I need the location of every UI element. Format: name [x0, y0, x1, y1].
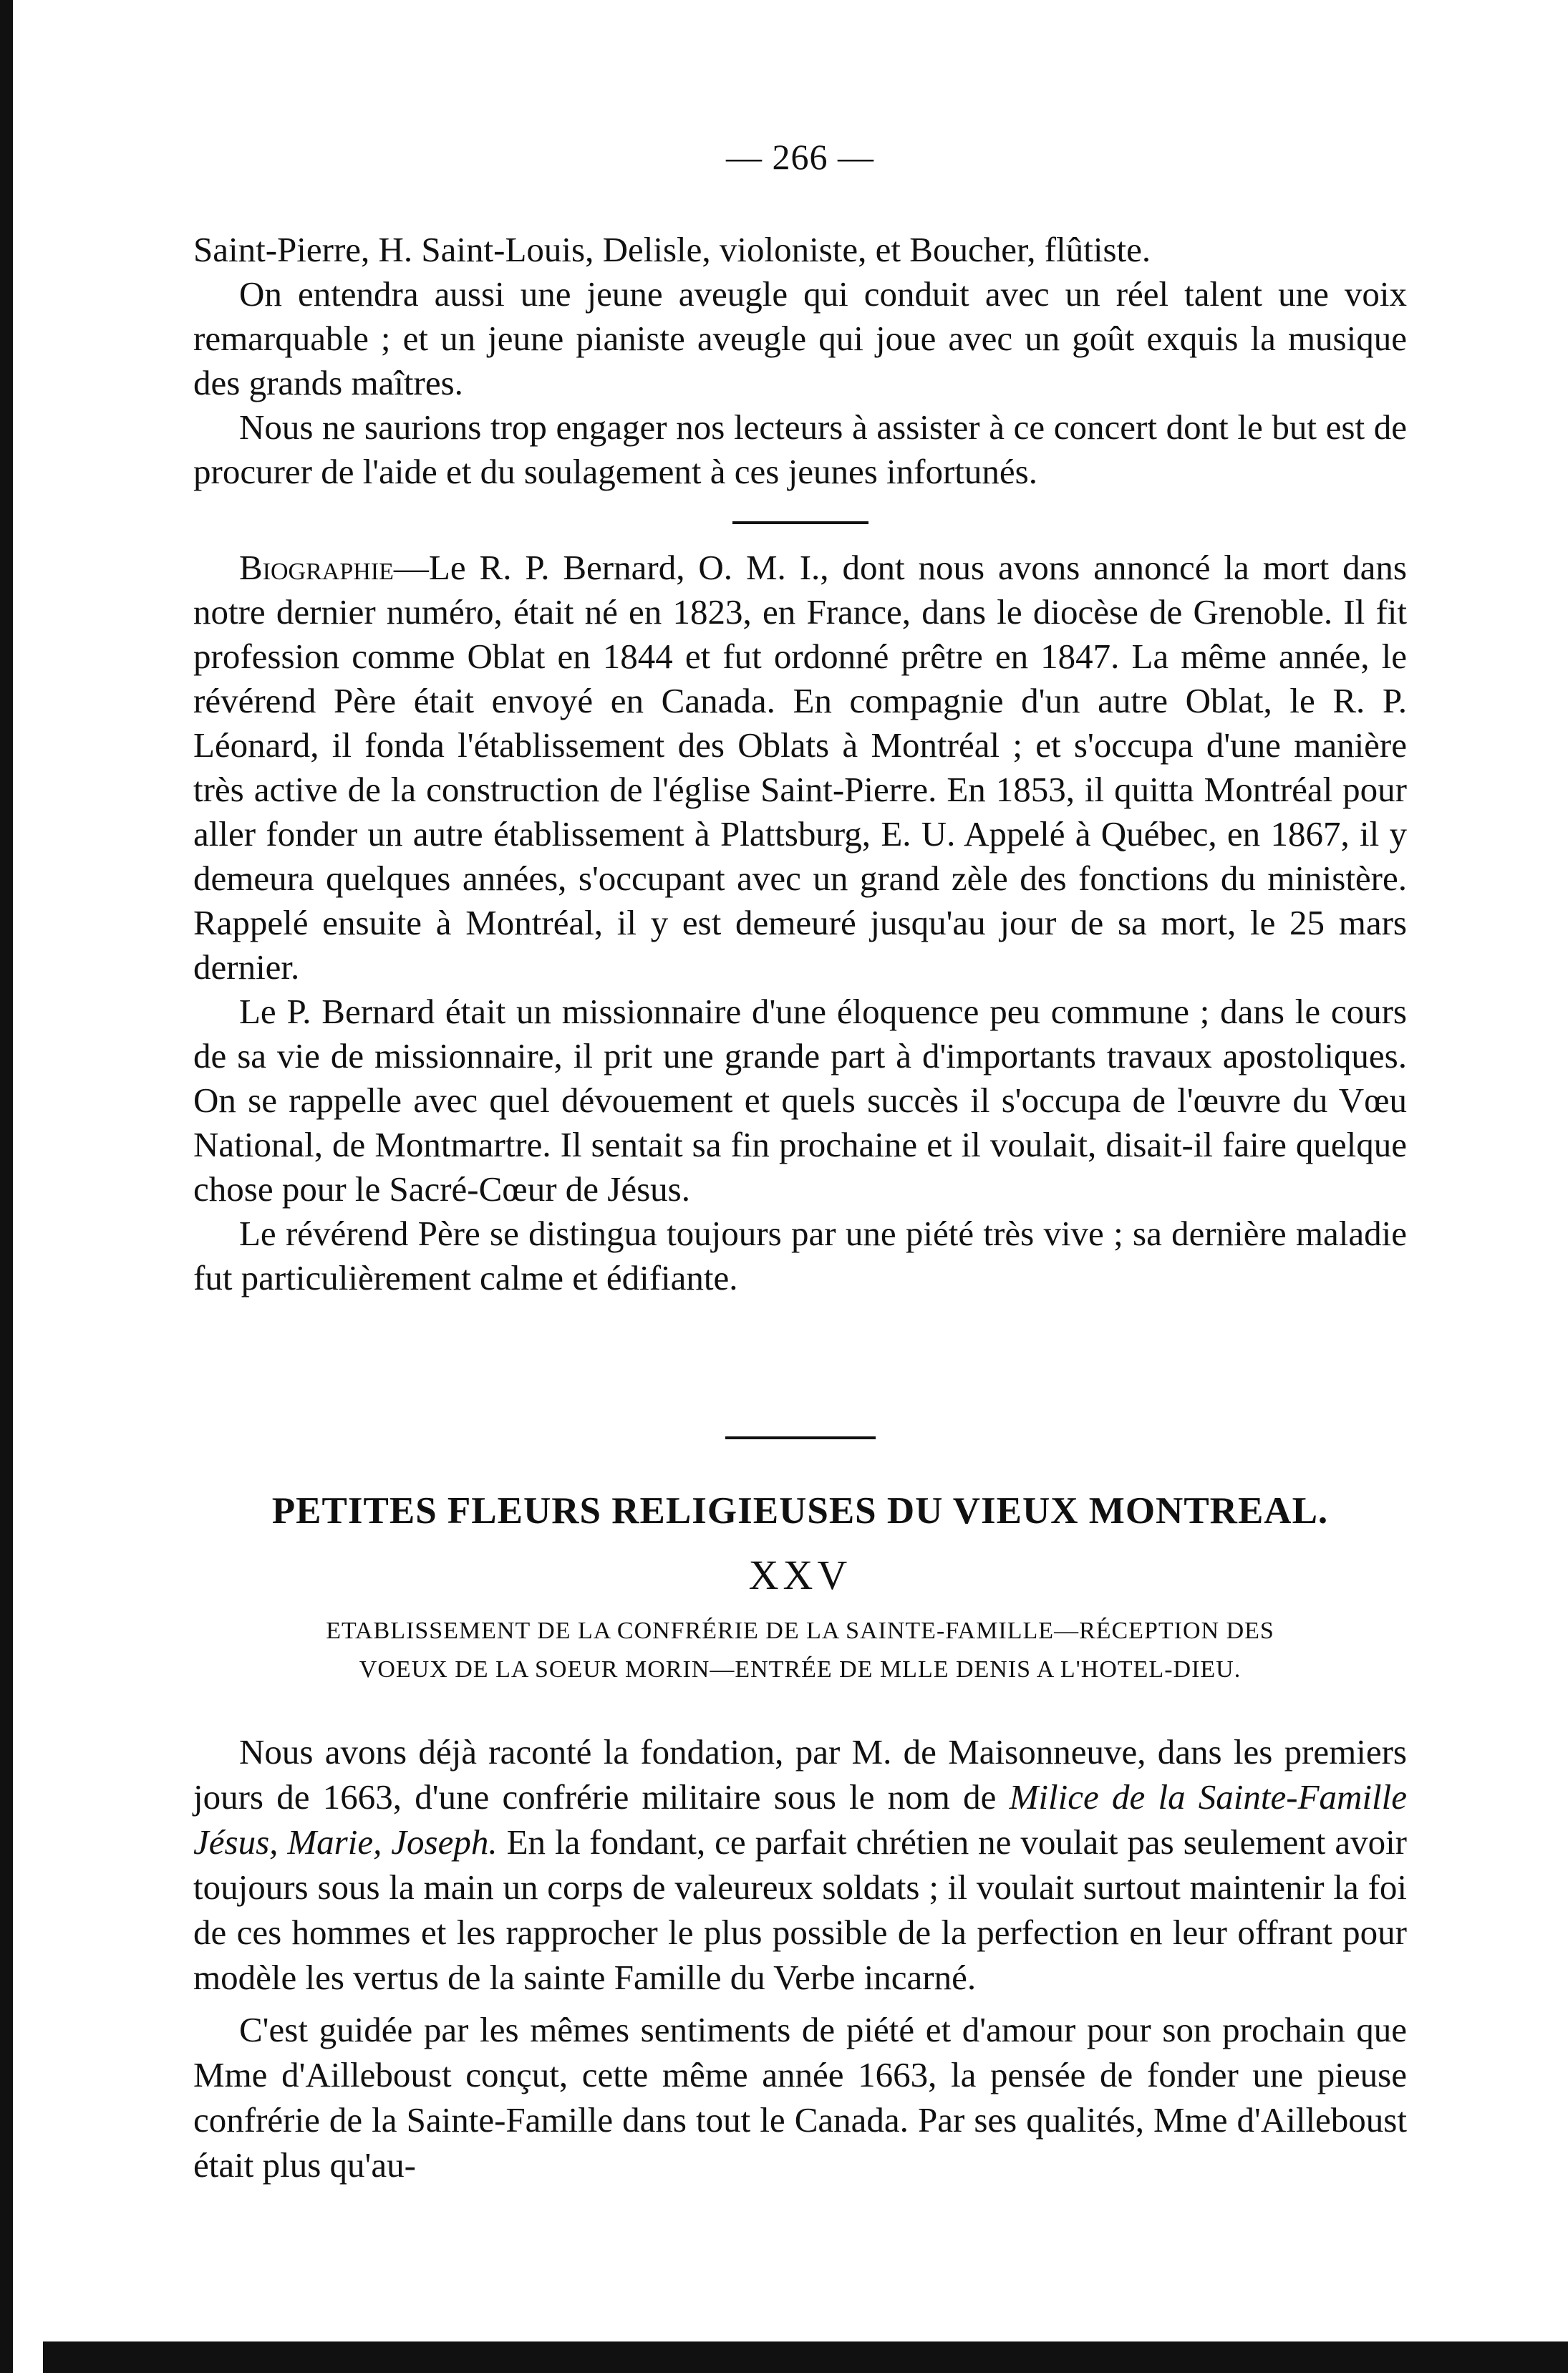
- document-page: [193, 136, 1407, 2188]
- section-title: PETITES FLEURS RELIGIEUSES DU VIEUX MONTREAL.: [271, 1490, 1329, 1532]
- biography-paragraph-2: Le P. Bernard était un missionnaire d'une éloquence peu commune ; dans le cours de sa vie de missionnaire, il prit une grande part à d'importants travaux apostoliques. On se rappelle avec quel dévouement et quels succès il s'occupa de l'œuvre du Vœu National, de Montmartre. Il sentait sa fin prochaine et il voulait, disait-il faire quelque chose pour le Sacré-Cœur de Jésus.: [193, 992, 1407, 1209]
- chapter-subtitle-line-2: VOEUX DE LA SOEUR MORIN—ENTRÉE DE MLLE DENIS A L'HOTEL-DIEU.: [359, 1656, 1242, 1683]
- biography-label: Biographie: [239, 548, 394, 587]
- chapter-subtitle: [193, 1612, 1407, 1689]
- chapter-subtitle-line-1: ETABLISSEMENT DE LA CONFRÉRIE DE LA SAINTE-FAMILLE—RÉCEPTION DES: [326, 1618, 1274, 1644]
- chapter-paragraph-1-b: En la fondant, ce parfait chrétien ne voulait pas seulement avoir toujours sous la main un corps de valeureux soldats ; il voulait surtout maintenir la foi de ces hommes et les rapprocher le plus possible de la perfection en leur offrant pour modèle les vertus de la sainte Famille du Verbe incarné.: [193, 1822, 1407, 1997]
- chapter-body: [193, 1729, 1407, 2188]
- scan-left-border: [0, 0, 13, 2373]
- scan-bottom-border: [43, 2341, 1568, 2373]
- chapter-paragraph-1: [193, 1729, 1407, 2000]
- page-number: — 266 —: [726, 137, 874, 177]
- biography-paragraph-1: [193, 546, 1407, 990]
- chapter-paragraph-2: C'est guidée par les mêmes sentiments de piété et d'amour pour son prochain que Mme d'Ailleboust conçut, cette même année 1663, la pensée de fonder une pieuse confrérie de la Sainte-Famille dans tout le Canada. Par ses qualités, Mme d'Ailleboust était plus qu'au-: [193, 2010, 1407, 2185]
- continuation-paragraph-1: Saint-Pierre, H. Saint-Louis, Delisle, violoniste, et Boucher, flûtiste.: [193, 230, 1151, 269]
- separator-rule: [732, 521, 868, 524]
- biography-paragraph-1-text: —Le R. P. Bernard, O. M. I., dont nous avons annoncé la mort dans notre dernier numéro, était né en 1823, en France, dans le diocèse de Grenoble. Il fit profession comme Oblat en 1844 et fut ordonné prêtre en 1847. La même année, le révérend Père était envoyé en Canada. En compagnie d'un autre Oblat, le R. P. Léonard, il fonda l'établissement des Oblats à Montréal ; et s'occupa d'une manière très active de la construction de l'église Saint-Pierre. En 1853, il quitta Montréal pour aller fonder un autre établissement à Plattsburg, E. U. Appelé à Québec, en 1867, il y demeura quelques années, s'occupant avec un grand zèle des fonctions du ministère. Rappelé ensuite à Montréal, il y est demeuré jusqu'au jour de sa mort, le 25 mars dernier.: [193, 548, 1407, 987]
- chapter-paragraph-1-a: Nous avons déjà raconté la fondation, par M. de Maisonneuve, dans les premiers jours de 1663, d'une confrérie militaire sous le nom de: [193, 1732, 1407, 1817]
- continuation-paragraph-2: On entendra aussi une jeune aveugle qui conduit avec un réel talent une voix remarquable ; et un jeune pianiste aveugle qui joue avec un goût exquis la musique des grands maîtres.: [193, 274, 1407, 402]
- chapter-number: XXV: [748, 1552, 852, 1598]
- concert-notice: [193, 228, 1407, 494]
- confrerie-name-italic: Milice de la Sainte-Famille Jésus, Marie, Joseph.: [193, 1777, 1408, 1862]
- biography-section: [193, 546, 1407, 1300]
- continuation-paragraph-3: Nous ne saurions trop engager nos lecteurs à assister à ce concert dont le but est de procurer de l'aide et du soulagement à ces jeunes infortunés.: [193, 407, 1407, 491]
- separator-rule-2: [725, 1436, 876, 1439]
- biography-paragraph-3: Le révérend Père se distingua toujours par une piété très vive ; sa dernière maladie fut particulièrement calme et édifiante.: [193, 1214, 1407, 1297]
